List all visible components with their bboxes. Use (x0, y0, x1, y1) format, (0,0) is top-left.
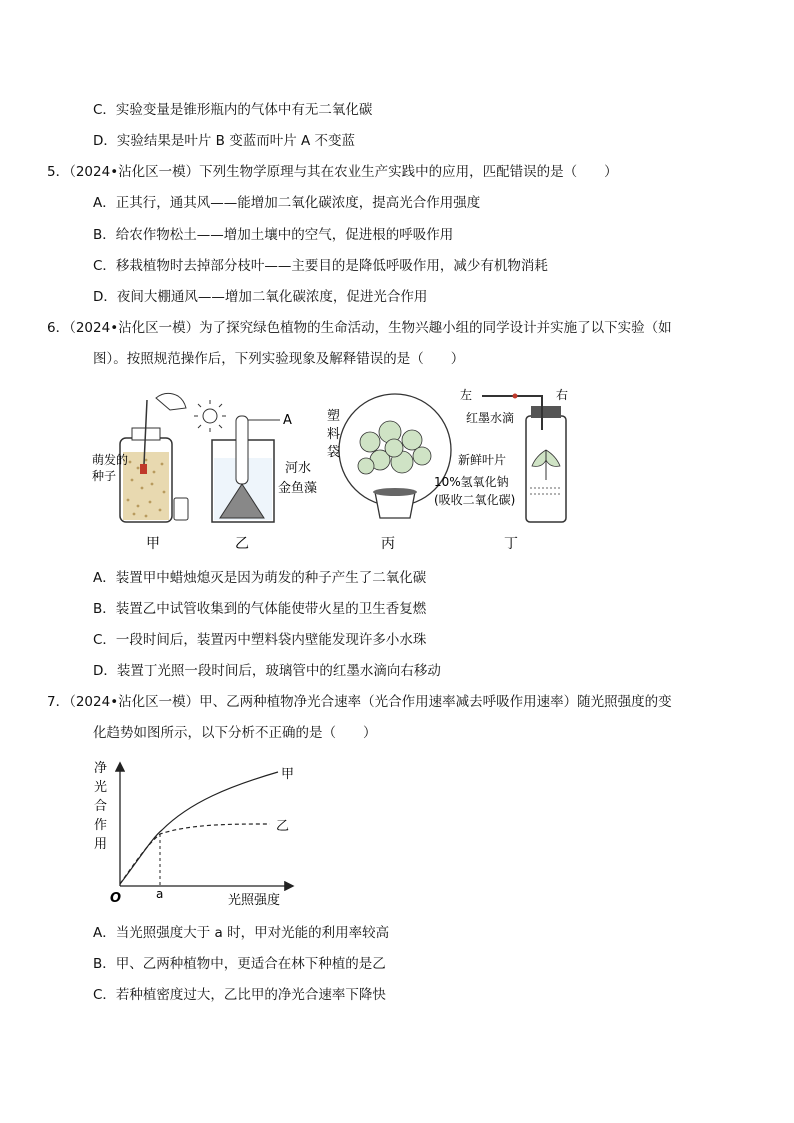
x-tick-label-a: a (156, 887, 164, 901)
q4-option-d: D．实验结果是叶片 B 变蓝而叶片 A 不变蓝 (93, 133, 356, 149)
jia-seed-label-2: 种子 (92, 469, 117, 483)
q6-stem-line1: 6．（2024•沾化区一模）为了探究绿色植物的生命活动，生物兴趣小组的同学设计并实施了以下实验（如 (47, 320, 672, 336)
q5-option-a: A．正其行，通其风——能增加二氧化碳浓度，提高光合作用强度 (93, 195, 481, 211)
caption-jia: 甲 (146, 536, 160, 552)
series-jia-line (120, 772, 278, 884)
jia-seed-label-1: 萌发的 (92, 453, 129, 467)
origin-label: O (110, 891, 122, 906)
yi-label-algae: 金鱼藻 (278, 481, 318, 496)
jar-with-seeds-illustration (120, 393, 188, 522)
q4-option-c: C．实验变量是锥形瓶内的气体中有无二氧化碳 (93, 102, 373, 118)
bing-bag-label-1: 塑 (327, 409, 341, 424)
y-axis-label-char: 光 (94, 780, 108, 795)
y-axis-label-char: 作 (94, 818, 108, 833)
q5-stem: 5．（2024•沾化区一模）下列生物学原理与其在农业生产实践中的应用，匹配错误的是（ ） (47, 164, 618, 180)
ding-right-label: 右 (556, 388, 569, 402)
x-axis-label: 光照强度 (228, 893, 281, 908)
yi-label-a: A (283, 413, 292, 428)
y-axis-label-char: 用 (94, 837, 108, 852)
q7-option-b: B．甲、乙两种植物中，更适合在林下种植的是乙 (93, 956, 386, 972)
ding-left-label: 左 (460, 388, 473, 402)
ding-naoh-label: 10%氢氧化钠 (434, 475, 509, 489)
q6-stem-line2: 图）。按照规范操作后，下列实验现象及解释错误的是（ ） (93, 351, 465, 367)
net-photosynthesis-chart (90, 758, 320, 913)
q5-option-b: B．给农作物松土——增加土壤中的空气，促进根的呼吸作用 (93, 227, 454, 243)
q6-option-d: D．装置丁光照一段时间后，玻璃管中的红墨水滴向右移动 (93, 663, 441, 679)
ding-naoh-note: (吸收二氧化碳) (434, 493, 516, 507)
bing-bag-label-3: 袋 (327, 445, 341, 460)
y-axis-label (94, 761, 107, 852)
y-axis-label-char: 合 (94, 799, 108, 814)
y-axis-label-char: 净 (94, 761, 108, 776)
q7-stem-line1: 7．（2024•沾化区一模）甲、乙两种植物净光合速率（光合作用速率减去呼吸作用速率）随光照强度的变 (47, 694, 672, 710)
caption-ding: 丁 (504, 536, 518, 552)
q5-option-d: D．夜间大棚通风——增加二氧化碳浓度，促进光合作用 (93, 289, 428, 305)
q6-option-c: C．一段时间后，装置丙中塑料袋内壁能发现许多小水珠 (93, 632, 427, 648)
q6-option-b: B．装置乙中试管收集到的气体能使带火星的卫生香复燃 (93, 601, 427, 617)
bing-bag-label-2: 料 (327, 427, 341, 442)
q6-experiment-figure (80, 380, 580, 555)
q5-option-c: C．移栽植物时去掉部分枝叶——主要目的是降低呼吸作用，减少有机物消耗 (93, 258, 548, 274)
q7-stem-line2: 化趋势如图所示，以下分析不正确的是（ ） (93, 725, 377, 741)
series-jia-label: 甲 (281, 767, 295, 782)
caption-bing: 丙 (381, 536, 395, 552)
q7-option-a: A．当光照强度大于 a 时，甲对光能的利用率较高 (93, 925, 390, 941)
beaker-with-pondweed-illustration (194, 400, 280, 522)
q6-option-a: A．装置甲中蜡烛熄灭是因为萌发的种子产生了二氧化碳 (93, 570, 427, 586)
yi-label-water: 河水 (285, 461, 312, 476)
q7-option-c: C．若种植密度过大，乙比甲的净光合速率下降快 (93, 987, 386, 1003)
caption-yi: 乙 (235, 536, 249, 552)
ding-ink-label: 红墨水滴 (466, 411, 515, 425)
ding-leaf-label: 新鲜叶片 (458, 453, 507, 467)
series-yi-label: 乙 (276, 819, 290, 834)
